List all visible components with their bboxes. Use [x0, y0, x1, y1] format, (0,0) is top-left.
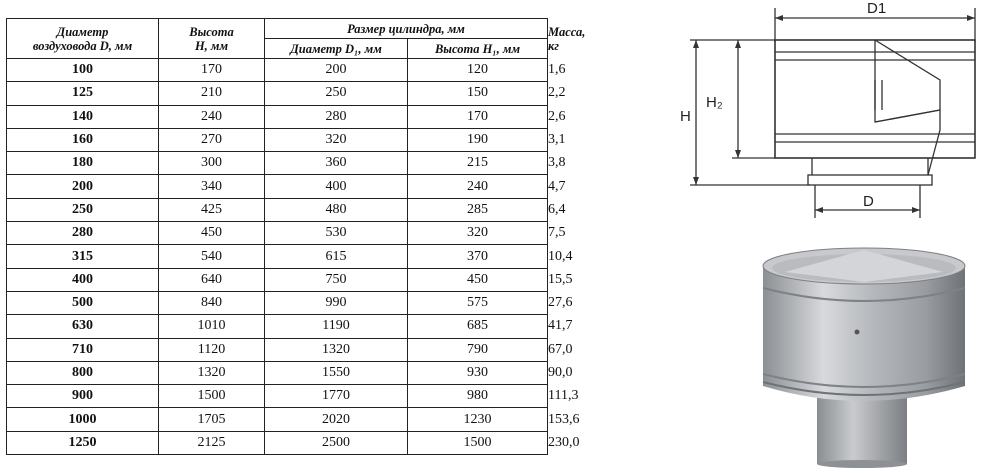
table-row: 315 540 615 370 10,4 [7, 245, 548, 268]
cell-cylinder-diameter: 615 [265, 245, 408, 268]
cell-cylinder-height: 980 [408, 385, 548, 408]
cell-cylinder-diameter: 530 [265, 222, 408, 245]
cell-height: 1120 [159, 338, 265, 361]
cell-cylinder-diameter: 1550 [265, 361, 408, 384]
cell-height: 840 [159, 291, 265, 314]
table-row: 180 300 360 215 3,8 [7, 152, 548, 175]
cell-cylinder-diameter: 360 [265, 152, 408, 175]
cell-cylinder-diameter: 400 [265, 175, 408, 198]
cell-cylinder-height: 930 [408, 361, 548, 384]
cell-cylinder-diameter: 1190 [265, 315, 408, 338]
table-row: 100 170 200 120 1,6 [7, 59, 548, 82]
table-row: 800 1320 1550 930 90,0 [7, 361, 548, 384]
cell-cylinder-height: 215 [408, 152, 548, 175]
cell-cylinder-height: 790 [408, 338, 548, 361]
cell-cylinder-diameter: 250 [265, 82, 408, 105]
cell-duct-diameter: 500 [7, 291, 159, 314]
photo-pipe [817, 396, 907, 464]
label-h2: H₂ [706, 94, 723, 111]
cell-height: 2125 [159, 431, 265, 454]
header-cylinder-size: Размер цилиндра, мм [265, 19, 548, 39]
cell-cylinder-height: 450 [408, 268, 548, 291]
cell-cylinder-height: 120 [408, 59, 548, 82]
cell-height: 340 [159, 175, 265, 198]
cell-height: 425 [159, 198, 265, 221]
table-row: 250 425 480 285 6,4 [7, 198, 548, 221]
cell-cylinder-diameter: 990 [265, 291, 408, 314]
cell-duct-diameter: 100 [7, 59, 159, 82]
cell-cylinder-height: 240 [408, 175, 548, 198]
cell-height: 1010 [159, 315, 265, 338]
cell-cylinder-height: 575 [408, 291, 548, 314]
table-row: 500 840 990 575 27,6 [7, 291, 548, 314]
header-cylinder-diameter: Диаметр D₁, мм [265, 39, 408, 59]
cell-duct-diameter: 900 [7, 385, 159, 408]
cell-duct-diameter: 1250 [7, 431, 159, 454]
cell-cylinder-height: 685 [408, 315, 548, 338]
cell-height: 1320 [159, 361, 265, 384]
cell-cylinder-height: 170 [408, 105, 548, 128]
cell-cylinder-height: 1230 [408, 408, 548, 431]
cell-height: 540 [159, 245, 265, 268]
cell-duct-diameter: 160 [7, 128, 159, 151]
technical-drawing [670, 0, 990, 230]
label-d1: D1 [867, 0, 887, 17]
table-row: 125 210 250 150 2,2 [7, 82, 548, 105]
cell-duct-diameter: 200 [7, 175, 159, 198]
cell-cylinder-diameter: 750 [265, 268, 408, 291]
cell-height: 270 [159, 128, 265, 151]
table-row: 400 640 750 450 15,5 [7, 268, 548, 291]
table-row: 160 270 320 190 3,1 [7, 128, 548, 151]
table-row: 140 240 280 170 2,6 [7, 105, 548, 128]
pipe-collar [808, 175, 932, 185]
cell-cylinder-diameter: 200 [265, 59, 408, 82]
cell-height: 1500 [159, 385, 265, 408]
header-cylinder-height: Высота H₁, мм [408, 39, 548, 59]
table-row: 200 340 400 240 4,7 [7, 175, 548, 198]
table-row: 1250 2125 2500 1500 230,0 [7, 431, 548, 454]
cell-cylinder-height: 190 [408, 128, 548, 151]
cell-duct-diameter: 280 [7, 222, 159, 245]
cell-duct-diameter: 180 [7, 152, 159, 175]
cell-height: 210 [159, 82, 265, 105]
header-height: Высота H, мм [159, 19, 265, 59]
table-row: 1000 1705 2020 1230 153,6 [7, 408, 548, 431]
cell-cylinder-diameter: 2020 [265, 408, 408, 431]
cell-cylinder-height: 1500 [408, 431, 548, 454]
cell-duct-diameter: 710 [7, 338, 159, 361]
table-row: 630 1010 1190 685 41,7 [7, 315, 548, 338]
cell-cylinder-height: 285 [408, 198, 548, 221]
cell-cylinder-height: 320 [408, 222, 548, 245]
cell-height: 640 [159, 268, 265, 291]
cell-duct-diameter: 800 [7, 361, 159, 384]
cell-height: 170 [159, 59, 265, 82]
cell-duct-diameter: 140 [7, 105, 159, 128]
table-row: 900 1500 1770 980 111,3 [7, 385, 548, 408]
specifications-table: Диаметр воздуховода D, мм Высота H, мм Размер цилиндра, мм Масса, кг Диаметр D₁, мм Высота H₁, мм 100 170 200 120 1,6 125 210 250 150 2,2 140 240 280 170 2,6 160 270 320 190 3,1 180 300 360 215 3,8 200 340 400 240 4,7 250 425 480 285 6,4 280 450 530 320 7,5 315 540 615 370 10,4 400 640 750 450 15,5 500 840 990 575 27,6 630 1010 1190 685 41,7 710 1120 1320 790 67,0 800 1320 1550 930 90,0 900 1500 1770 980 111,3 1000 1705 2020 1230 153,6 1250 2125 2500 1500 230,0 [6, 18, 548, 455]
cell-duct-diameter: 250 [7, 198, 159, 221]
cell-duct-diameter: 1000 [7, 408, 159, 431]
cell-duct-diameter: 400 [7, 268, 159, 291]
cell-cylinder-diameter: 480 [265, 198, 408, 221]
cell-cylinder-diameter: 320 [265, 128, 408, 151]
table-row: 280 450 530 320 7,5 [7, 222, 548, 245]
cell-height: 240 [159, 105, 265, 128]
cell-cylinder-diameter: 280 [265, 105, 408, 128]
table-row: 710 1120 1320 790 67,0 [7, 338, 548, 361]
cell-height: 1705 [159, 408, 265, 431]
cell-height: 300 [159, 152, 265, 175]
label-h: H [680, 108, 691, 125]
table-body [7, 59, 580, 455]
cell-cylinder-diameter: 2500 [265, 431, 408, 454]
cell-cylinder-diameter: 1320 [265, 338, 408, 361]
cell-cylinder-height: 150 [408, 82, 548, 105]
cell-duct-diameter: 630 [7, 315, 159, 338]
cell-duct-diameter: 125 [7, 82, 159, 105]
product-photo [755, 236, 975, 468]
cell-duct-diameter: 315 [7, 245, 159, 268]
cell-cylinder-height: 370 [408, 245, 548, 268]
cell-cylinder-diameter: 1770 [265, 385, 408, 408]
header-duct-diameter: Диаметр воздуховода D, мм [7, 19, 159, 59]
label-d: D [863, 193, 874, 210]
cell-height: 450 [159, 222, 265, 245]
